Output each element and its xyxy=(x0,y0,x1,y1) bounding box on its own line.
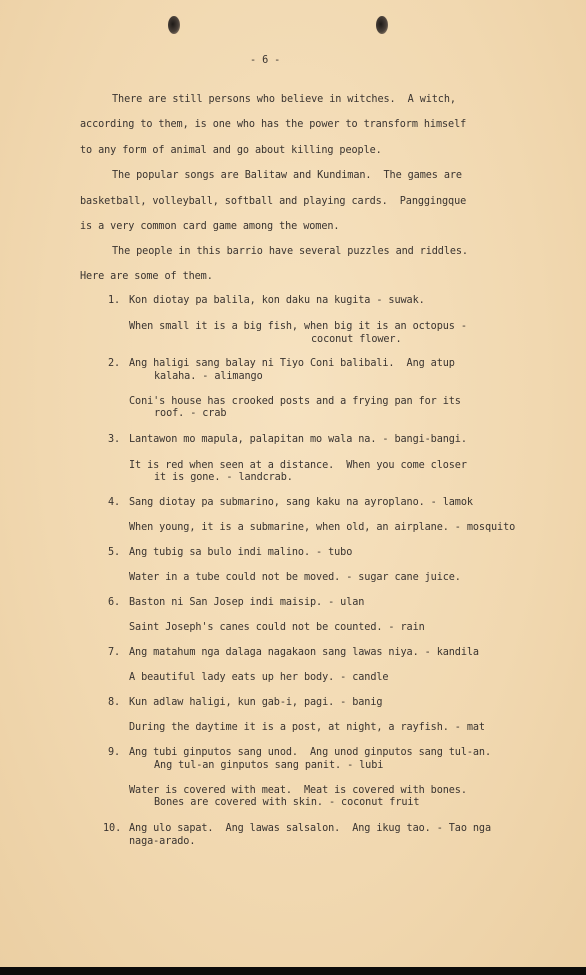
riddle-number: 4. xyxy=(108,497,121,508)
paragraph-line: according to them, is one who has the power to transform himself xyxy=(80,119,467,130)
riddle-number: 5. xyxy=(108,547,121,558)
riddle-text: Ang ulo sapat. Ang lawas salsalon. Ang ikug tao. - Tao nga xyxy=(129,823,492,834)
riddle-number: 8. xyxy=(108,697,121,708)
riddle-number: 3. xyxy=(108,434,121,445)
riddle-number: 10. xyxy=(103,823,122,834)
riddle-text: Ang tubig sa bulo indi malino. - tubo xyxy=(129,547,353,558)
paragraph-line: to any form of animal and go about killing people. xyxy=(80,145,382,156)
paragraph-line: basketball, volleyball, softball and playing cards. Panggingque xyxy=(80,196,467,207)
riddle-translation: It is red when seen at a distance. When you come closer xyxy=(129,460,467,471)
punch-hole-left xyxy=(168,16,180,34)
riddle-translation: Water is covered with meat. Meat is covered with bones. xyxy=(129,785,467,796)
paragraph-line: Here are some of them. xyxy=(80,271,213,282)
riddle-text: Kun adlaw haligi, kun gab-i, pagi. - banig xyxy=(129,697,383,708)
riddle-text: Ang tul-an ginputos sang panit. - lubi xyxy=(154,760,384,771)
riddle-text: Kon diotay pa balila, kon daku na kugita - suwak. xyxy=(129,295,425,306)
riddle-text: Lantawon mo mapula, palapitan mo wala na. - bangi-bangi. xyxy=(129,434,467,445)
page-number: - 6 - xyxy=(250,55,281,66)
scan-bottom-edge xyxy=(0,967,586,975)
riddle-text: Baston ni San Josep indi maisip. - ulan xyxy=(129,597,365,608)
punch-hole-right xyxy=(376,16,388,34)
paragraph-line: is a very common card game among the women. xyxy=(80,221,340,232)
riddle-text: Ang tubi ginputos sang unod. Ang unod ginputos sang tul-an. xyxy=(129,747,492,758)
paragraph-line: There are still persons who believe in witches. A witch, xyxy=(112,94,456,105)
riddle-text: Ang matahum nga dalaga nagakaon sang lawas niya. - kandila xyxy=(129,647,479,658)
riddle-translation: roof. - crab xyxy=(154,408,227,419)
riddle-number: 7. xyxy=(108,647,121,658)
riddle-number: 9. xyxy=(108,747,121,758)
riddle-number: 1. xyxy=(108,295,121,306)
riddle-text: Sang diotay pa submarino, sang kaku na ayroplano. - lamok xyxy=(129,497,473,508)
riddle-translation: Saint Joseph's canes could not be counted. - rain xyxy=(129,622,425,633)
riddle-translation: coconut flower. xyxy=(311,334,402,345)
paragraph-line: The popular songs are Balitaw and Kundiman. The games are xyxy=(112,170,462,181)
riddle-text: naga-arado. xyxy=(129,836,196,847)
riddle-translation: Coni's house has crooked posts and a frying pan for its xyxy=(129,396,461,407)
riddle-translation: During the daytime it is a post, at night, a rayfish. - mat xyxy=(129,722,485,733)
paragraph-line: The people in this barrio have several puzzles and riddles. xyxy=(112,246,468,257)
riddle-text: Ang haligi sang balay ni Tiyo Coni balibali. Ang atup xyxy=(129,358,455,369)
riddle-translation: Water in a tube could not be moved. - sugar cane juice. xyxy=(129,572,461,583)
riddle-translation: A beautiful lady eats up her body. - candle xyxy=(129,672,389,683)
riddle-translation: it is gone. - landcrab. xyxy=(154,472,293,483)
riddle-number: 6. xyxy=(108,597,121,608)
riddle-translation: Bones are covered with skin. - coconut fruit xyxy=(154,797,420,808)
riddle-number: 2. xyxy=(108,358,121,369)
riddle-translation: When young, it is a submarine, when old, an airplane. - mosquito xyxy=(129,522,516,533)
riddle-translation: When small it is a big fish, when big it is an octopus - xyxy=(129,321,467,332)
riddle-text: kalaha. - alimango xyxy=(154,371,263,382)
